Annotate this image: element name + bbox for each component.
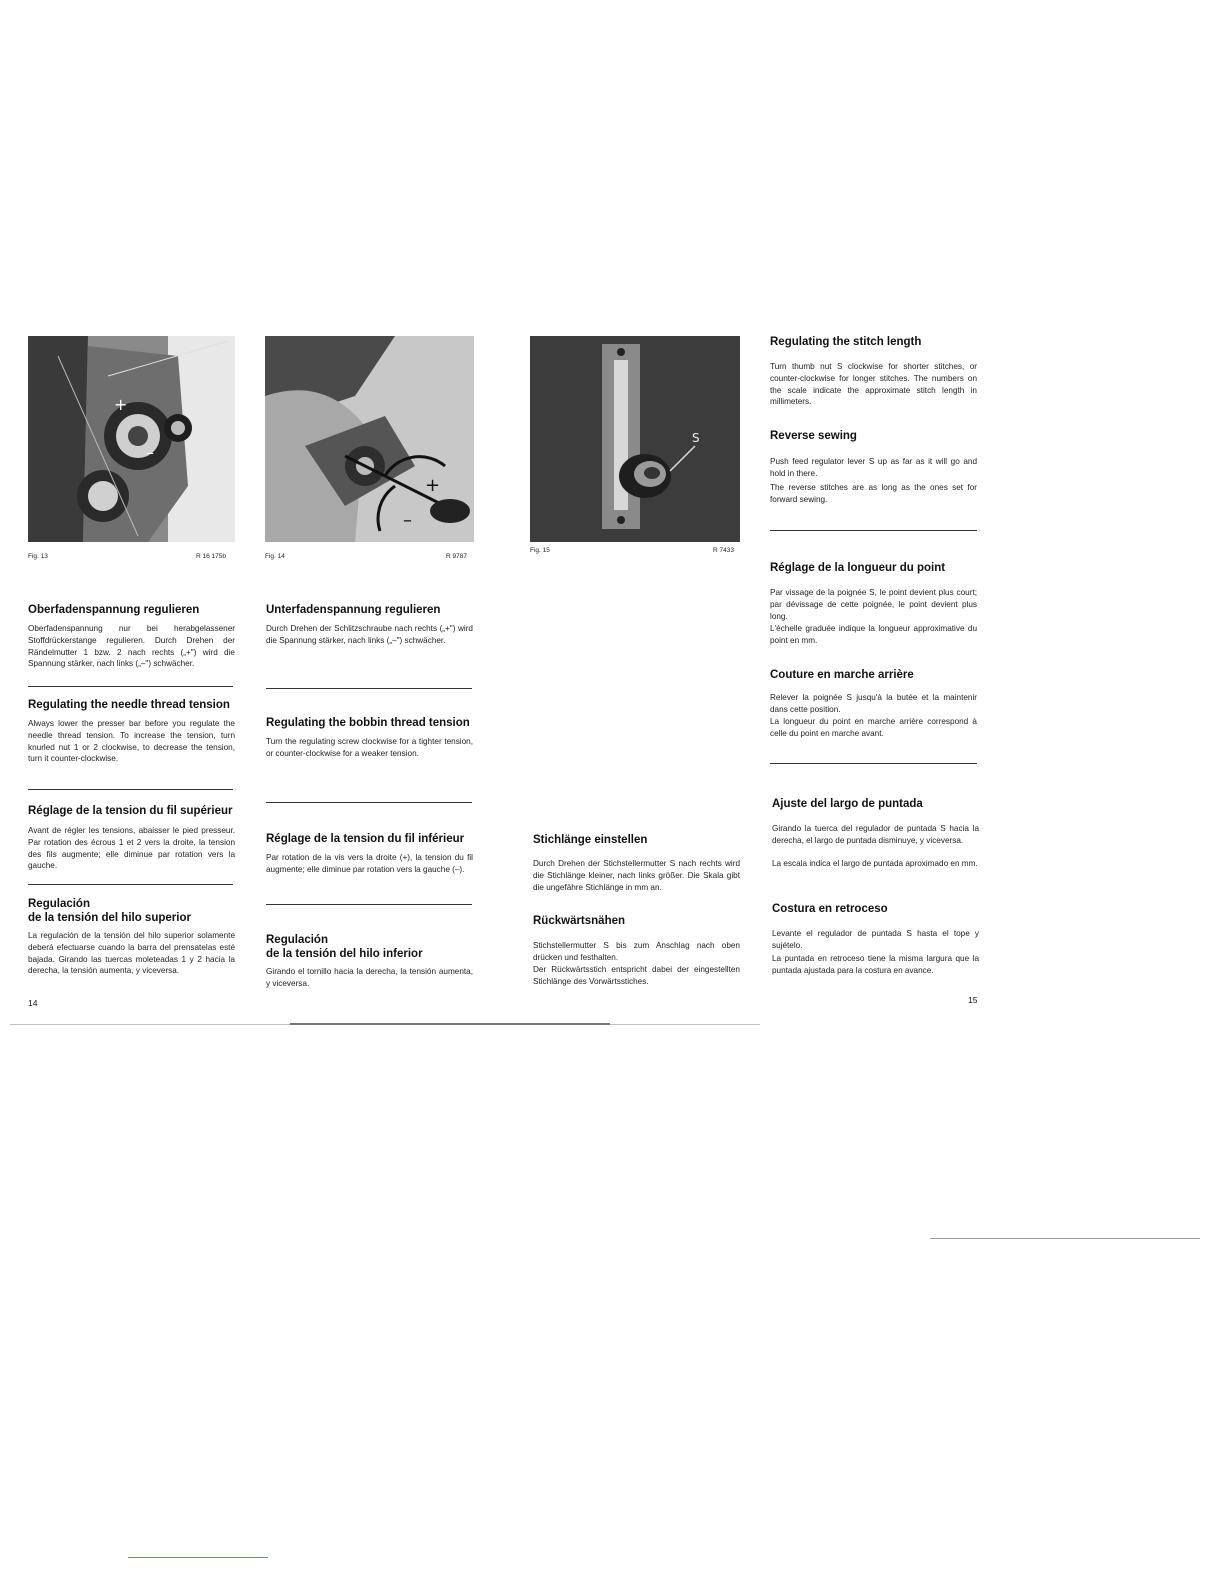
rueck-de-heading: Rückwärtsnähen (533, 915, 626, 927)
reverse-es-text-1: Levante el regulador de puntada S hasta el tope y sujételo. (772, 929, 979, 950)
bobbin-es-heading-2: de la tensión del hilo inferior (266, 948, 423, 960)
scan-edge-line (930, 1238, 1200, 1239)
reverse-es-text-2: La puntada en retroceso tiene la misma largura que la puntada ajustada para la costura en avance. (772, 954, 979, 975)
svg-text:S: S (692, 431, 700, 445)
needle-fr-text: Avant de régler les tensions, abaisser le pied presseur. Par rotation des écrous 1 et 2 vers la droite, la tension des fils augmente; elle diminue par rotation vers la gauche. (28, 826, 235, 871)
bobbin-es-text: Girando el tornillo hacia la derecha, la tensión aumenta, y viceversa. (266, 967, 473, 988)
unterfaden-text: Durch Drehen der Schlitzschraube nach rechts („+") wird die Spannung stärker, nach links („–") schwächer. (266, 624, 473, 645)
oberfaden-text: Oberfadenspannung nur bei herabgelassener Stoffdrückerstange regulieren. Durch Drehen der Rändelmutter 1 bzw. 2 nach rechts („+") wird die Spannung stärker, nach links („–") schwächer. (28, 624, 235, 669)
fig15-photo (530, 336, 740, 542)
needle-es-heading-1: Regulación (28, 898, 90, 910)
stich-de-heading: Stichlänge einstellen (533, 834, 648, 846)
needle-es-heading-2: de la tensión del hilo superior (28, 912, 191, 924)
needle-fr-heading: Réglage de la tension du fil supérieur (28, 805, 233, 817)
reverse-fr-text-2: La longueur du point en marche arrière correspond à celle du point en marche avant. (770, 717, 977, 738)
bobbin-screwdriver-illustration (265, 336, 474, 542)
stitch-en-heading: Regulating the stitch length (770, 336, 922, 348)
stitch-fr-text-1: Par vissage de la poignée S, le point devient plus court; par dévissage de cette poignée, le point devient plus long. (770, 588, 977, 621)
stitch-fr-text-2: L'échelle graduée indique la longueur approximative du point en mm. (770, 624, 977, 645)
stitch-es-heading: Ajuste del largo de puntada (772, 798, 923, 810)
svg-text:+: + (425, 475, 441, 496)
bobbin-fr-heading: Réglage de la tension du fil inférieur (266, 833, 465, 845)
reverse-fr-heading: Couture en marche arrière (770, 669, 914, 681)
divider (770, 530, 977, 531)
bobbin-en-text: Turn the regulating screw clockwise for a tighter tension, or counter-clockwise for a weaker tension. (266, 737, 473, 758)
reverse-en-text-2: The reverse stitches are as long as the ones set for forward sewing. (770, 483, 977, 504)
stitch-regulator-illustration (530, 336, 740, 542)
stitch-es-text-2: La escala indica el largo de puntada aproximado en mm. (772, 859, 978, 868)
divider (770, 763, 977, 764)
fig14-ref: R 9787 (446, 553, 467, 560)
svg-text:–: – (146, 443, 154, 462)
divider (28, 789, 233, 790)
stitch-en-text: Turn thumb nut S clockwise for shorter stitches, or counter-clockwise for longer stitches. The numbers on the scale indicate the approximate stitch length in millimeters. (770, 362, 977, 407)
reverse-en-heading: Reverse sewing (770, 430, 857, 442)
svg-text:+: + (114, 395, 128, 414)
fig15-label: Fig. 15 (530, 547, 550, 554)
page-number-left: 14 (28, 998, 38, 1008)
needle-en-text: Always lower the presser bar before you regulate the needle thread tension. To increase the tension, turn knurled nut 1 or 2 clockwise, to decrease the tension, turn it counter-clockwise. (28, 719, 235, 764)
page-number-right: 15 (968, 995, 978, 1005)
stitch-fr-heading: Réglage de la longueur du point (770, 562, 946, 574)
needle-en-heading: Regulating the needle thread tension (28, 699, 230, 711)
divider (266, 802, 472, 803)
reverse-en-text-1: Push feed regulator lever S up as far as it will go and hold in there. (770, 457, 977, 478)
fig13-ref: R 16 175b (196, 553, 226, 560)
fig13-photo (28, 336, 235, 542)
rueck-de-text-2: Der Rückwärtsstich entspricht dabei der eingestellten Stichlänge des Vorwärtsstiches. (533, 965, 740, 986)
fig14-label: Fig. 14 (265, 553, 285, 560)
bobbin-fr-text: Par rotation de la vis vers la droite (+), la tension du fil augmente; elle diminue par rotation vers la gauche (–). (266, 853, 473, 874)
reverse-es-heading: Costura en retroceso (772, 903, 888, 915)
stitch-es-text-1: Girando la tuerca del regulador de puntada S hacia la derecha, el largo de puntada disminuye, y viceversa. (772, 824, 979, 845)
bobbin-es-heading-1: Regulación (266, 934, 328, 946)
unterfaden-heading: Unterfadenspannung regulieren (266, 604, 441, 616)
divider (266, 904, 472, 905)
fig14-photo (265, 336, 474, 542)
needle-es-text: La regulación de la tensión del hilo superior solamente deberá efectuarse cuando la barra del prensatelas esté bajada. Girando las tuercas moleteadas 1 y 2 hacia la derecha, la tensión aumenta, y viceversa. (28, 931, 235, 976)
divider (28, 884, 233, 885)
rueck-de-text-1: Stichstellermutter S bis zum Anschlag nach oben drücken und festhalten. (533, 941, 740, 962)
divider (266, 688, 472, 689)
fig13-label: Fig. 13 (28, 553, 48, 560)
scan-edge-line (290, 1023, 610, 1025)
stich-de-text: Durch Drehen der Stichstellermutter S nach rechts wird die Stichlänge kleiner, nach links größer. Die Skala gibt die ungefähre Stichlänge in mm an. (533, 859, 740, 892)
bobbin-en-heading: Regulating the bobbin thread tension (266, 717, 470, 729)
fig15-ref: R 7433 (713, 547, 734, 554)
scan-edge-line (128, 1557, 268, 1558)
reverse-fr-text-1: Relever la poignée S jusqu'à la butée et la maintenir dans cette position. (770, 693, 977, 714)
svg-text:–: – (403, 510, 412, 531)
tension-assembly-illustration (28, 336, 235, 542)
divider (28, 686, 233, 687)
oberfaden-heading: Oberfadenspannung regulieren (28, 604, 200, 616)
